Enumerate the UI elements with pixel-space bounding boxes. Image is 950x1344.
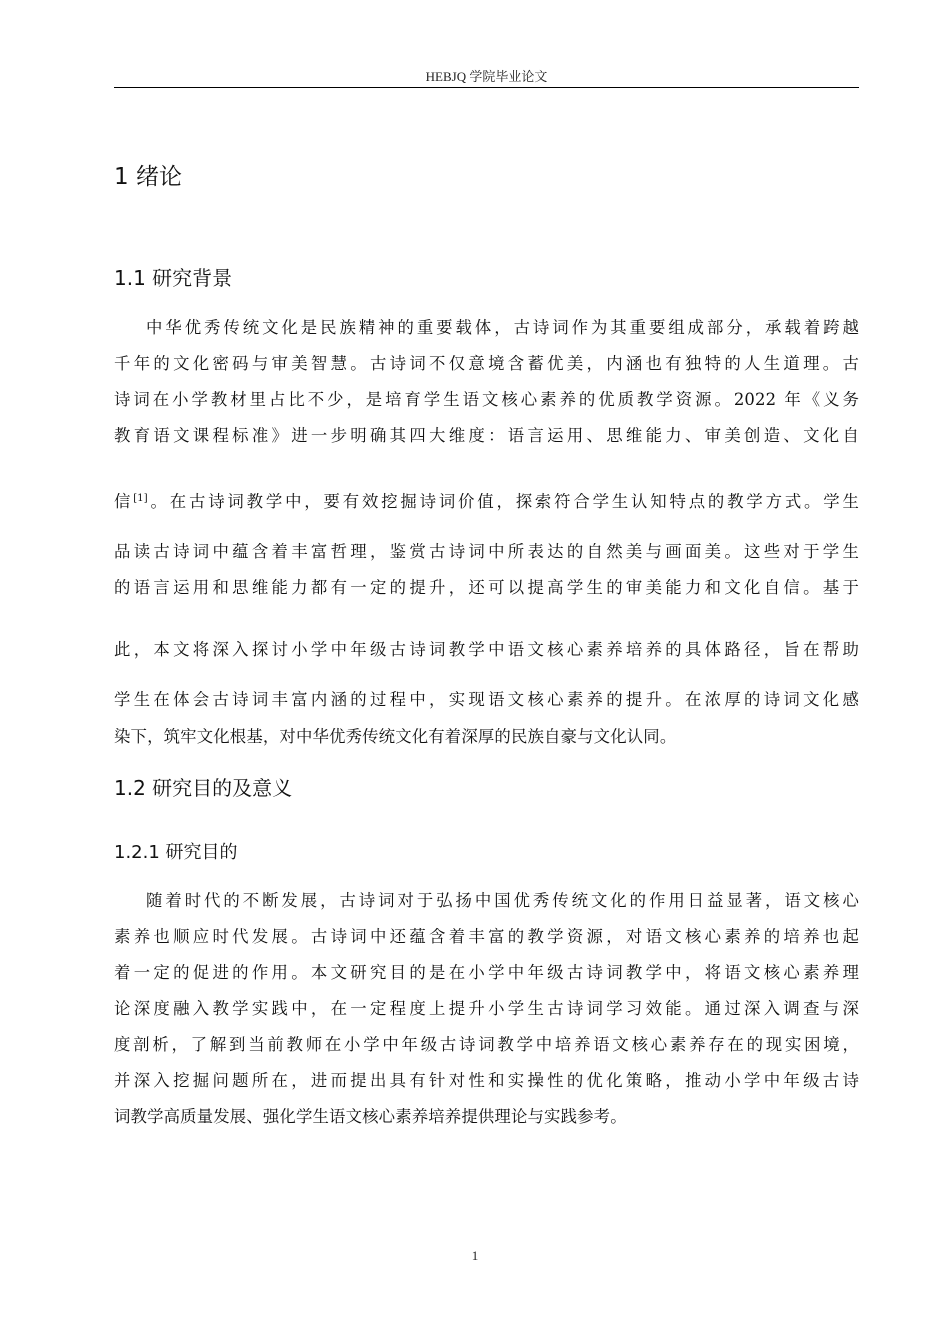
paragraph-line: 学生在体会古诗词丰富内涵的过程中，实现语文核心素养的提升。在浓厚的诗词文化感 [114, 690, 859, 709]
emphasis-text: 学生认知特点的教学 [592, 492, 766, 511]
paragraph-line: 染下，筑牢文化根基，对中华优秀传统文化有着深厚的民族自豪与文化认同。 [114, 727, 677, 746]
paragraph-line: 的语言运用和思维能力都有一定的提升，还可以提高学生的审美能力和文化自信。基于 [114, 578, 859, 597]
subsection-title-1-2-1: 1.2.1 研究目的 [114, 842, 238, 863]
paragraph-line: 教育语文课程标准》进一步明确其四大维度：语言运用、思维能力、审美创造、文化自 [114, 426, 859, 445]
text-run: 方式。学生 [765, 492, 860, 511]
page-number: 1 [471, 1248, 479, 1263]
chapter-title: 1 绪论 [114, 164, 182, 190]
text-run: 此，本文将 [114, 640, 213, 659]
paragraph-line: 千年的文化密码与审美智慧。古诗词不仅意境含蓄优美，内涵也有独特的人生道理。古 [114, 354, 859, 373]
paragraph-line [114, 639, 859, 661]
paragraph-line: 素养也顺应时代发展。古诗词中还蕴含着丰富的教学资源，对语文核心素养的培养也起 [114, 927, 859, 946]
text-run: 符合 [554, 492, 593, 511]
paragraph-line: 论深度融入教学实践中，在一定程度上提升小学生古诗词学习效能。通过深入调查与深 [114, 999, 859, 1018]
emphasis-text: 有效挖掘诗词价值，探索 [342, 492, 555, 511]
paragraph-line: 度剖析，了解到当前教师在小学中年级古诗词教学中培养语文核心素养存在的现实困境， [114, 1035, 859, 1054]
text-run: 。在古诗词教学中，要 [147, 492, 343, 511]
paragraph-line: 诗词在小学教材里占比不少，是培育学生语文核心素养的优质教学资源。2022 年《义务 [114, 390, 859, 409]
paragraph-line: 随着时代的不断发展，古诗词对于弘扬中国优秀传统文化的作用日益显著，语文核心 [146, 891, 859, 910]
section-title-1-1: 1.1 研究背景 [114, 266, 233, 290]
section-title-1-2: 1.2 研究目的及意义 [114, 776, 293, 800]
paragraph-line: 中华优秀传统文化是民族精神的重要载体，古诗词作为其重要组成部分，承载着跨越 [146, 318, 859, 337]
paragraph-line: 品读古诗词中蕴含着丰富哲理，鉴赏古诗词中所表达的自然美与画面美。这些对于学生 [114, 542, 859, 561]
paragraph-line: 词教学高质量发展、强化学生语文核心素养培养提供理论与实践参考。 [114, 1107, 627, 1126]
paragraph-line: 着一定的促进的作用。本文研究目的是在小学中年级古诗词教学中，将语文核心素养理 [114, 963, 859, 982]
page-header: HEBJQ 学院毕业论文 [425, 69, 548, 84]
paragraph-line [114, 491, 859, 513]
citation-marker: [1] [133, 493, 148, 504]
emphasis-text: 深入探讨小学中年级古诗词教学中语文核心素养培养的具体路径 [212, 640, 764, 659]
paragraph-line: 并深入挖掘问题所在，进而提出具有针对性和实操性的优化策略，推动小学中年级古诗 [114, 1071, 859, 1090]
text-run: ，旨在帮助 [763, 640, 860, 659]
text-run: 信 [114, 492, 134, 511]
header-rule [114, 87, 859, 88]
